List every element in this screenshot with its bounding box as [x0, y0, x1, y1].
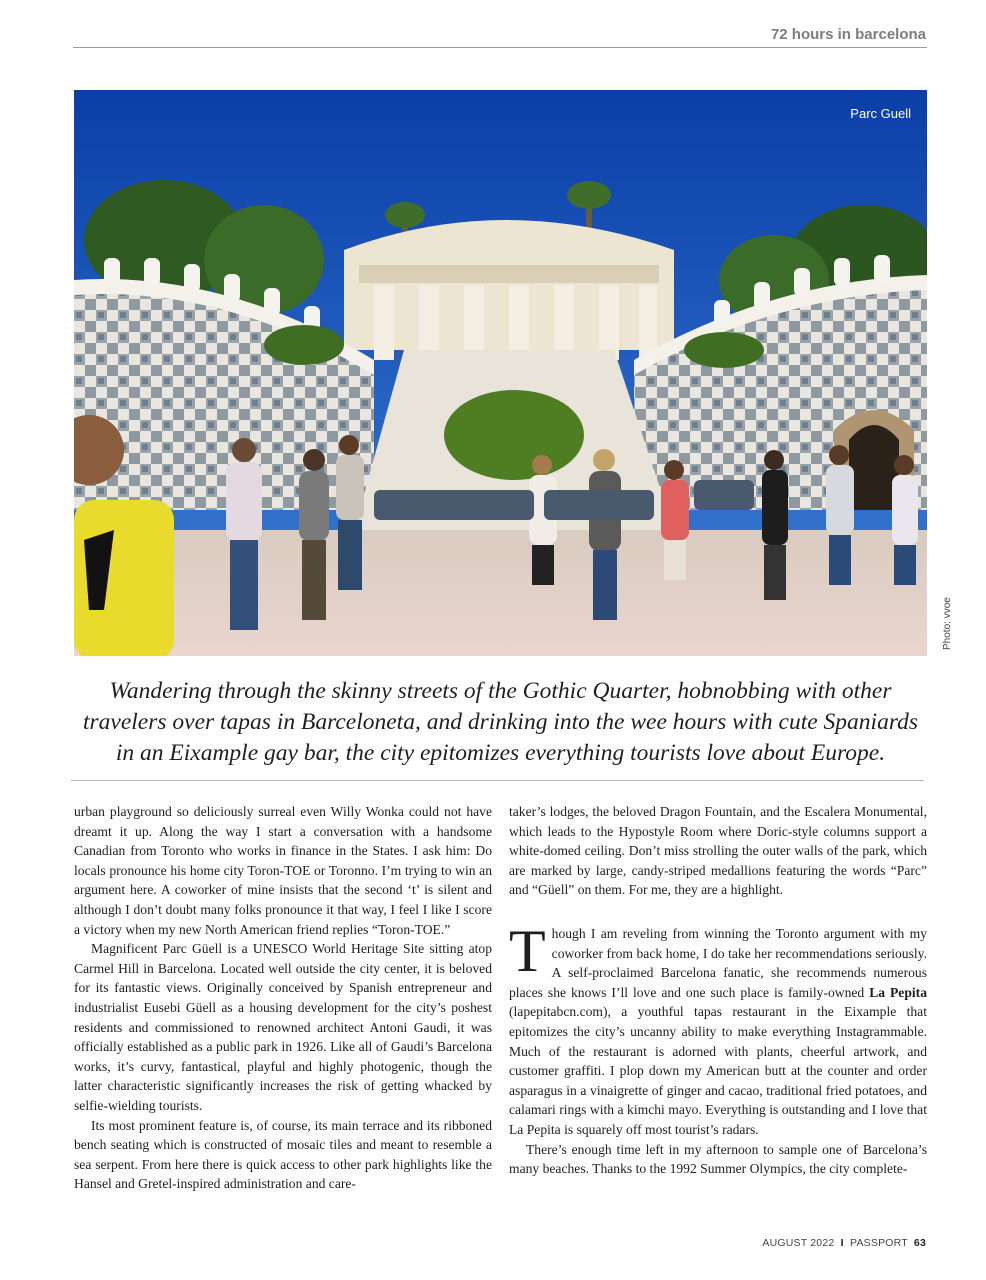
page-footer — [762, 1237, 926, 1249]
running-header: 72 hours in barcelona — [770, 26, 926, 43]
paragraph: taker’s lodges, the beloved Dragon Fountain, and the Escalera Monumental, which leads to the Hypostyle Room where Doric-style columns support a white-domed ceiling. Don’t miss strolling the outer walls of the park, which are marked by large, candy-striped medallions featuring the words “Parc” and “Güell” on them. For me, they are a highlight. — [509, 804, 927, 898]
paragraph: Magnificent Parc Güell is a UNESCO World Heritage Site sitting atop Carmel Hill in Barcelona. Located well outside the city center, it is beloved for its fantastic views. Originally conceived by Spanish entrepreneur and industrialist Eusebi Güell as a housing development for the city’s poshest residents and commissioned to renowned architect Antoni Gaudi, it was officially established as a public park in 1926. Like all of Gaudi’s Barcelona works, it’s curvy, fantastical, playful and highly photogenic, though the latter characteristic significantly increases the risk of getting whacked by selfie-wielding tourists. — [74, 941, 492, 1113]
article-column-right — [509, 802, 927, 1179]
photo-location-label: Parc Guell — [850, 106, 911, 121]
magazine-name: PASSPORT — [850, 1237, 908, 1249]
footer-separator: I — [840, 1237, 844, 1249]
photo-credit: Photo: vvoe — [942, 597, 953, 650]
issue-date: AUGUST 2022 — [762, 1237, 835, 1249]
paragraph-text: hough I am reveling from winning the Toronto argument with my coworker from back home, I do take her recommendations seriously. A self-proclaimed Barcelona fanatic, she recommends numerous places she knows I’ll love and one such place is family-owned — [509, 925, 927, 1000]
page-number: 63 — [913, 1237, 926, 1249]
paragraph: There’s enough time left in my afternoon to sample one of Barcelona’s many beaches. Thanks to the 1992 Summer Olympics, the city complete- — [509, 1141, 927, 1177]
pull-quote-divider — [71, 780, 924, 781]
photo-illustration — [74, 90, 927, 656]
drop-cap: T — [509, 917, 546, 984]
paragraph — [509, 917, 927, 1140]
park-photo — [74, 90, 927, 656]
pull-quote: Wandering through the skinny streets of the Gothic Quarter, hobnobbing with other travelers over tapas in Barceloneta, and drinking into the wee hours with cute Spaniards in an Eixample gay bar, the city epitomizes everything tourists love about Europe. — [82, 678, 919, 766]
header-divider — [73, 47, 927, 48]
article-column-left — [74, 802, 492, 1194]
paragraph-text: (lapepitabcn.com), a youthful tapas restaurant in the Eixample that epitomizes the city’s uncanny ability to make everything Instagrammable. Much of the restaurant is adorned with plants, cheerful artwork, and customer graffiti. I plop down my American butt at the counter and order asparagus in a vinaigrette of ginger and cacao, traditional fried potatoes, and calamari rings with a kimchi mayo. Everything is outstanding and I love that La Pepita is squarely off most tourist’s radars. — [509, 1004, 927, 1137]
paragraph: urban playground so deliciously surreal even Willy Wonka could not have dreamt it up. Along the way I start a conversation with a handsome Canadian from Toronto who works in finance in the States. I ask him: Do locals pronounce his home city Toron-TOE or Toronno. I’m trying to win an argument here. A coworker of mine insists that the second ‘t’ is silent and although I don’t doubt many folks pronounce it that way, I feel I like I score a victory when my new North American friend replies “Toron-TOE.” — [74, 804, 492, 937]
paragraph: Its most prominent feature is, of course, its main terrace and its ribboned bench seating which is constructed of mosaic tiles and meant to resemble a sea serpent. From here there is quick access to other park highlights like the Hansel and Gretel-inspired administration and care- — [74, 1117, 492, 1192]
section-gap — [509, 900, 927, 924]
restaurant-name: La Pepita — [869, 984, 927, 1000]
